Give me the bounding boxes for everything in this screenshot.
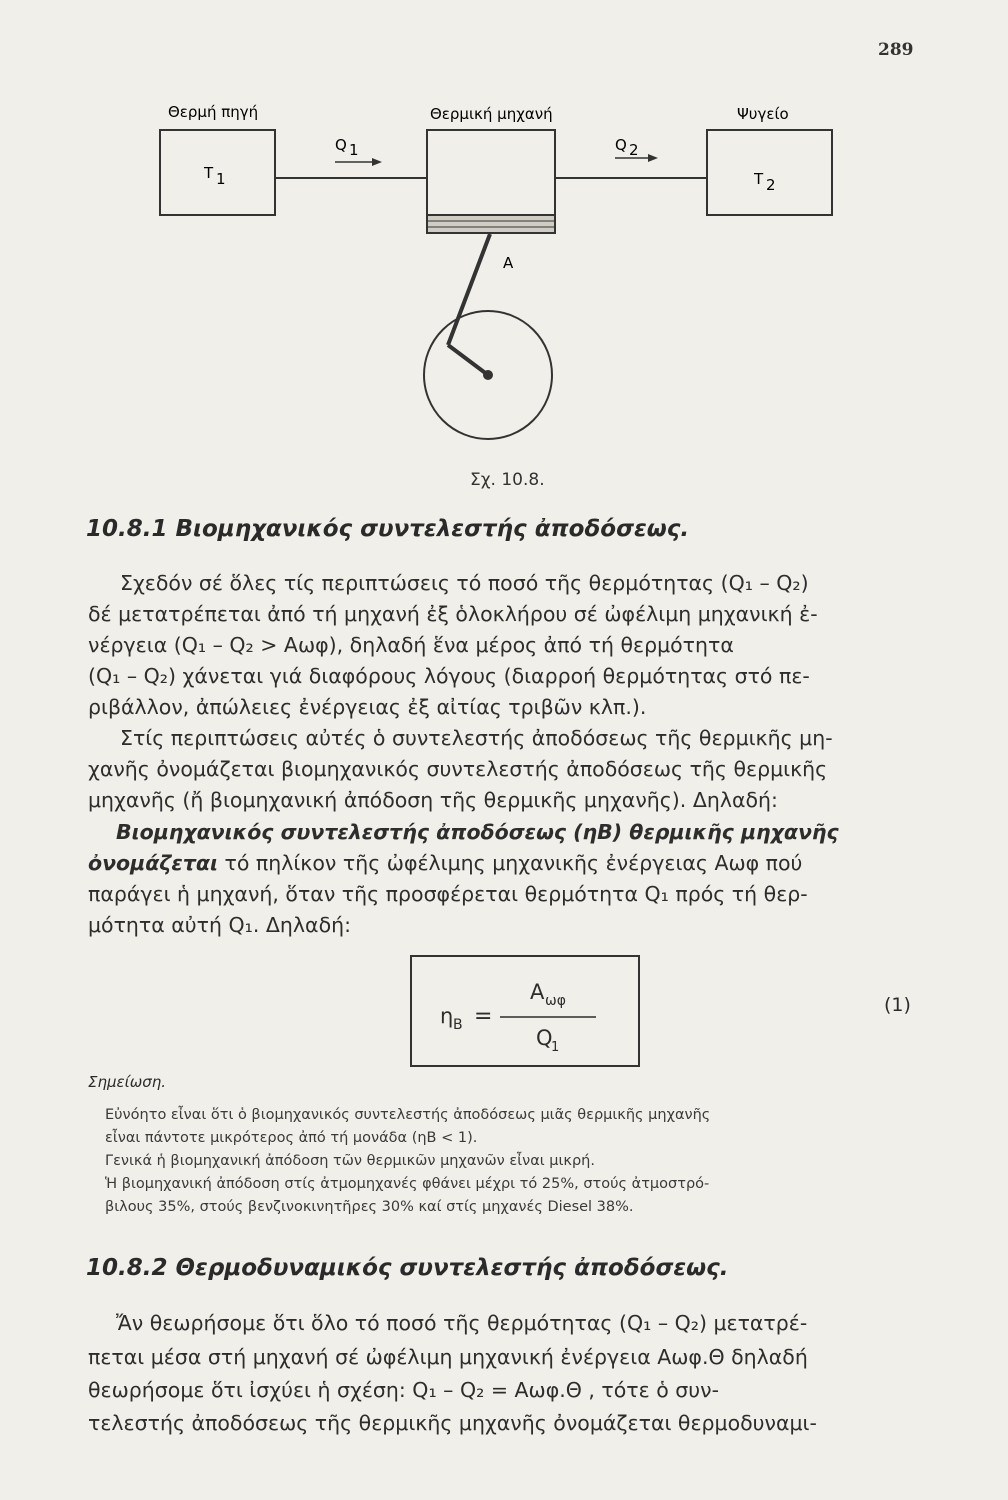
t1-label: T (204, 164, 214, 182)
page-number: 289 (878, 40, 914, 60)
note-line: Γενικά ἡ βιομηχανική ἀπόδοση τῶν θερμικῶν μηχανῶν εἶναι μικρή. (105, 1153, 595, 1169)
p3-line: τό πηλίκον τῆς ὠφέλιμης μηχανικῆς ἐνέργειας Aωφ πού (217, 851, 803, 875)
figure-caption: Σχ. 10.8. (470, 470, 545, 490)
q2-sub: 2 (629, 141, 639, 159)
p2-line: Στίς περιπτώσεις αὐτές ὁ συντελεστής ἀποδόσεως τῆς θερμικῆς μη- (120, 726, 833, 750)
note-line: βιλους 35%, στούς βενζινοκινητῆρες 30% καί στίς μηχανές Diesel 38%. (105, 1199, 634, 1215)
heat-engine-diagram (0, 0, 1008, 500)
note-title: Σημείωση. (88, 1073, 167, 1091)
connecting-rod (448, 234, 490, 345)
t2-label: T (754, 170, 764, 188)
formula-lhs-sub: B (453, 1017, 463, 1033)
paragraph-1-body (88, 599, 920, 723)
p1-line: (Q₁ – Q₂) χάνεται γιά διαφόρους λόγους (διαρροή θερμότητας στό πε- (88, 664, 810, 688)
p1-line: δέ μετατρέπεται ἀπό τή μηχανή ἐξ ὁλοκλήρου σέ ὠφέλιμη μηχανική ἐ- (88, 602, 818, 626)
section-title-industrial-efficiency: 10.8.1 Βιομηχανικός συντελεστής ἀποδόσεως. (86, 516, 690, 542)
formula-lhs: η (440, 1004, 454, 1028)
paragraph-3-body (88, 848, 920, 941)
paragraph-4-body (88, 1341, 920, 1440)
sink-label: Ψυγείο (737, 105, 789, 123)
p1-line: Σχεδόν σέ ὅλες τίς περιπτώσεις τό ποσό τῆς θερμότητας (Q₁ – Q₂) (120, 571, 809, 595)
p1-line: νέργεια (Q₁ – Q₂ > Aωφ), δηλαδή ἕνα μέρος ἀπό τή θερμότητα (88, 633, 734, 657)
point-a-label: A (503, 254, 514, 272)
note-body (105, 1104, 920, 1219)
p2-line: μηχανῆς (ἤ βιομηχανική ἀπόδοση τῆς θερμικῆς μηχανῆς). Δηλαδή: (88, 788, 778, 812)
paragraph-1 (120, 568, 920, 599)
p4-line: τελεστής ἀποδόσεως τῆς θερμικῆς μηχανῆς ὀνομάζεται θερμοδυναμι- (88, 1411, 817, 1435)
t2-sub: 2 (766, 176, 776, 194)
q2-label: Q (615, 136, 627, 154)
t1-sub: 1 (216, 170, 226, 188)
formula-eq: = (474, 1004, 493, 1029)
formula-denominator-sub: 1 (551, 1040, 560, 1055)
p4-line: πεται μέσα στή μηχανή σέ ὠφέλιμη μηχανική ἐνέργεια Aωφ.Θ δηλαδή (88, 1345, 808, 1369)
formula-box (410, 955, 640, 1067)
note-line: εἶναι πάντοτε μικρότερος ἀπό τή μονάδα (ηB < 1). (105, 1130, 478, 1146)
formula (412, 957, 638, 1065)
engine-label: Θερμική μηχανή (430, 105, 553, 123)
p3-line: παράγει ἡ μηχανή, ὅταν τῆς προσφέρεται θερμότητα Q₁ πρός τή θερ- (88, 882, 808, 906)
paragraph-3 (116, 817, 920, 848)
sink-box (707, 130, 832, 215)
engine-box (427, 130, 555, 215)
p2-line: χανῆς ὀνομάζεται βιομηχανικός συντελεστής ἀποδόσεως τῆς θερμικῆς (88, 757, 828, 781)
hot-source-label: Θερμή πηγή (168, 103, 259, 121)
note-line: Εὐνόητο εἶναι ὅτι ὁ βιομηχανικός συντελεστής ἀποδόσεως μιᾶς θερμικῆς μηχανῆς (105, 1107, 711, 1123)
section-title-thermodynamic-efficiency: 10.8.2 Θερμοδυναμικός συντελεστής ἀποδόσεως. (86, 1255, 729, 1281)
piston (427, 215, 555, 233)
note-line: Ἡ βιομηχανική ἀπόδοση στίς ἀτμομηχανές φθάνει μέχρι τό 25%, στούς ἀτμοστρό- (105, 1176, 710, 1192)
formula-denominator: Q (536, 1026, 553, 1050)
equation-number: (1) (884, 994, 911, 1016)
definition-bold: Βιομηχανικός συντελεστής ἀποδόσεως (ηB) θερμικῆς μηχανῆς (116, 820, 839, 844)
paragraph-4 (116, 1308, 920, 1339)
paragraph-2-body (88, 754, 920, 816)
p3-line: μότητα αὐτή Q₁. Δηλαδή: (88, 913, 352, 937)
definition-bold-2: ὀνομάζεται (88, 851, 218, 875)
q1-sub: 1 (349, 141, 359, 159)
p4-line: θεωρήσομε ὅτι ἰσχύει ἡ σχέση: Q₁ – Q₂ = Aωφ.Θ , τότε ὁ συν- (88, 1378, 720, 1402)
p1-line: ριβάλλον, ἀπώλειες ἐνέργειας ἐξ αἰτίας τριβῶν κλπ.). (88, 695, 647, 719)
formula-numerator: A (530, 980, 545, 1004)
paragraph-2 (120, 723, 920, 754)
p4-line: Ἄν θεωρήσομε ὅτι ὅλο τό ποσό τῆς θερμότητας (Q₁ – Q₂) μετατρέ- (116, 1311, 808, 1335)
formula-numerator-sub: ωφ (545, 993, 566, 1009)
q1-label: Q (335, 136, 347, 154)
